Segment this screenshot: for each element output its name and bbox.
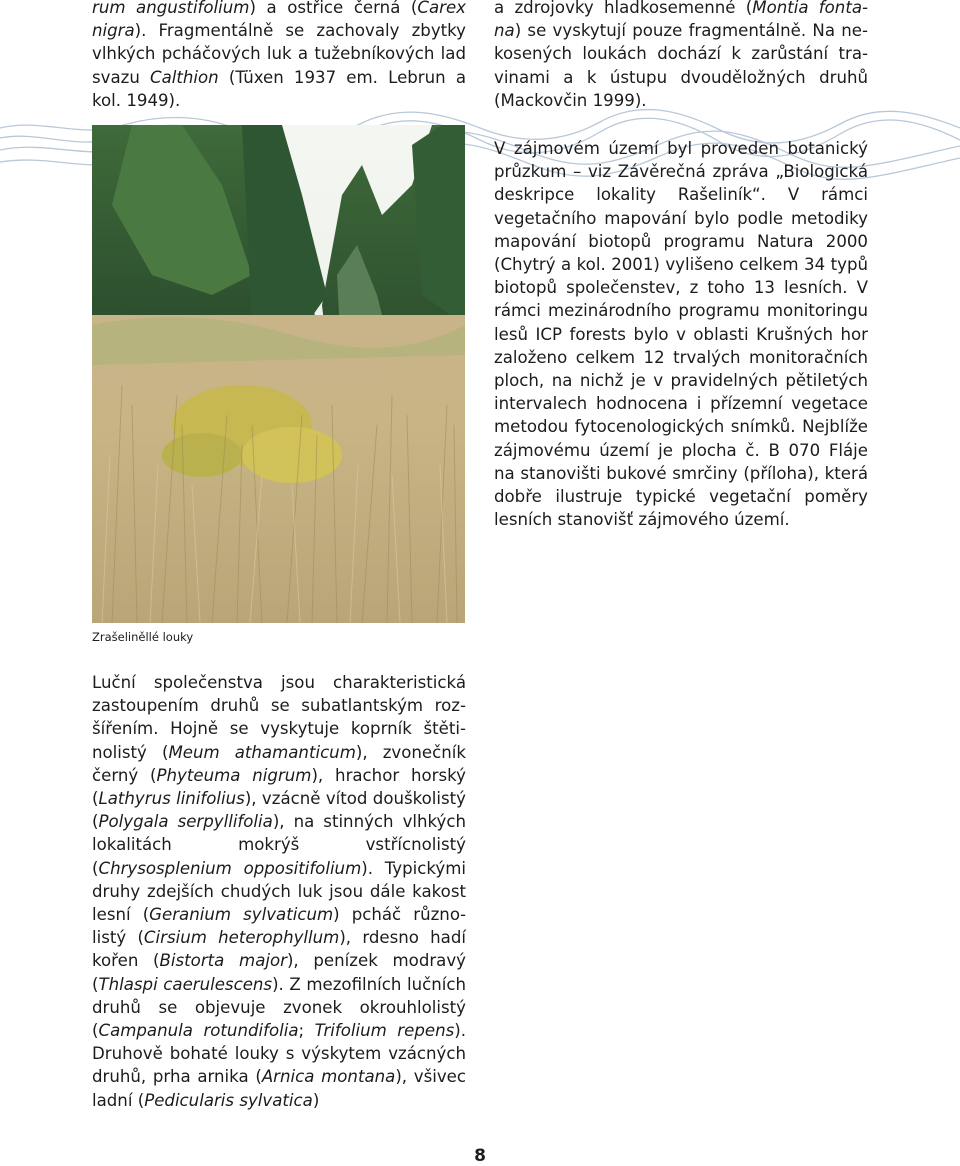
text-run: ). Z mezofilních lučních druhů se objevuje zvonek okrouhlolistý ( (92, 974, 466, 1041)
paragraph-meadow-communities (92, 671, 466, 1112)
species-name: Campanula rotundifolia (98, 1021, 299, 1041)
species-name: Bistorta major (159, 951, 287, 971)
right-column-main-text (494, 137, 868, 531)
species-name: Chrysosplenium oppositifolium (98, 858, 362, 878)
text-run: ), všivec ladní ( (92, 1067, 467, 1110)
text-run: ). Druhově bohaté louky s výskytem vzácných druhů, prha arnika ( (92, 1021, 466, 1087)
species-name: Lathyrus linifolius (98, 789, 245, 809)
text-run: ), na stinných vlhkých lokalitách mokrýš vstřícnolistý ( (92, 812, 466, 878)
meadow-photo (92, 125, 465, 623)
text-run: ), rdesno hadí kořen ( (92, 928, 466, 971)
text-run: ), penízek modravý ( (92, 951, 466, 994)
text-run: ), vzácně vítod douškolistý ( (92, 789, 466, 832)
text-run: ) a ostřice černá ( (249, 0, 418, 17)
text-run: ). Fragmentálně se zachovaly zbytky vlhkých pcháčových luk a tužebníkových lad svazu (92, 21, 466, 87)
right-column-top-text (494, 0, 868, 112)
text-run: ). Typickými druhy zdejších chudých luk jsou dále kakost lesní ( (92, 858, 466, 925)
species-name: Phyteuma nigrum (156, 765, 312, 785)
text-run: ), hrachor horský ( (92, 765, 466, 809)
species-name: rum angustifolium (92, 0, 250, 17)
species-name: Trifolium repens (314, 1021, 455, 1041)
text-run: ) pcháč různolistý ( (92, 905, 466, 948)
species-name: Carex nigra (92, 0, 466, 41)
page-number: 8 (474, 1146, 486, 1166)
paragraph-botanical-survey: V zájmovém území byl proveden botanický průzkum – viz Závěrečná zpráva „Biologická deskripce lokality Rašeliník“. V rámci vegetačního mapování bylo podle metodiky mapování biotopů programu Natura 2000 (Chytrý a kol. 2001) vylišeno celkem 34 typů biotopů společenstev, z toho 13 lesních. V rámci mezinárodního programu monitoringu lesů ICP forests bylo v oblasti Krušných hor založeno celkem 12 trvalých monitoračních ploch, na nichž je v pravidelných pětiletých intervalech hodnocena i přízemní vegetace metodou fytocenologických snímků. Nejblíže zájmovému území je plocha č. B 070 Fláje na stanovišti bukové smrčiny (příloha), která dobře ilustruje typické vegetační poměry lesních stanovišť zájmového území. (494, 139, 868, 530)
text-run: ), zvonečník černý ( (92, 742, 466, 785)
text-run: ) (312, 1090, 320, 1110)
species-name: Cirsium heterophyllum (143, 928, 340, 948)
text-run: ) se vyskytují pouze fragmentálně. Na nekosených loukách dochází k zarůstání travinami a k ústupu dvouděložných druhů (Mackovčin 1999). (494, 21, 868, 110)
photo-caption: Zrašeliněllé louky (92, 630, 194, 644)
text-run: a zdrojovky hladkosemenné ( (494, 0, 753, 17)
left-column-top-text (92, 0, 466, 112)
species-name: Montia fontana (494, 0, 868, 41)
species-name: Pedicularis sylvatica (144, 1090, 313, 1110)
species-name: Arnica montana (261, 1067, 396, 1087)
species-name: Geranium sylvaticum (149, 905, 334, 925)
species-name: Meum athamanticum (168, 742, 356, 762)
species-name: Calthion (150, 67, 219, 87)
species-name: Polygala serpyllifolia (98, 812, 273, 832)
text-run: (Tüxen 1937 em. Lebrun a kol. 1949). (92, 67, 466, 110)
text-run: ; (298, 1021, 315, 1041)
species-name: Thlaspi caerulescens (98, 974, 273, 994)
left-column-bottom-text (92, 671, 466, 1112)
text-run: Luční společenstva jsou charakteristická zastoupením druhů se subatlantským rozšířením. Hojně se vyskytuje koprník štětinolistý ( (92, 673, 466, 762)
